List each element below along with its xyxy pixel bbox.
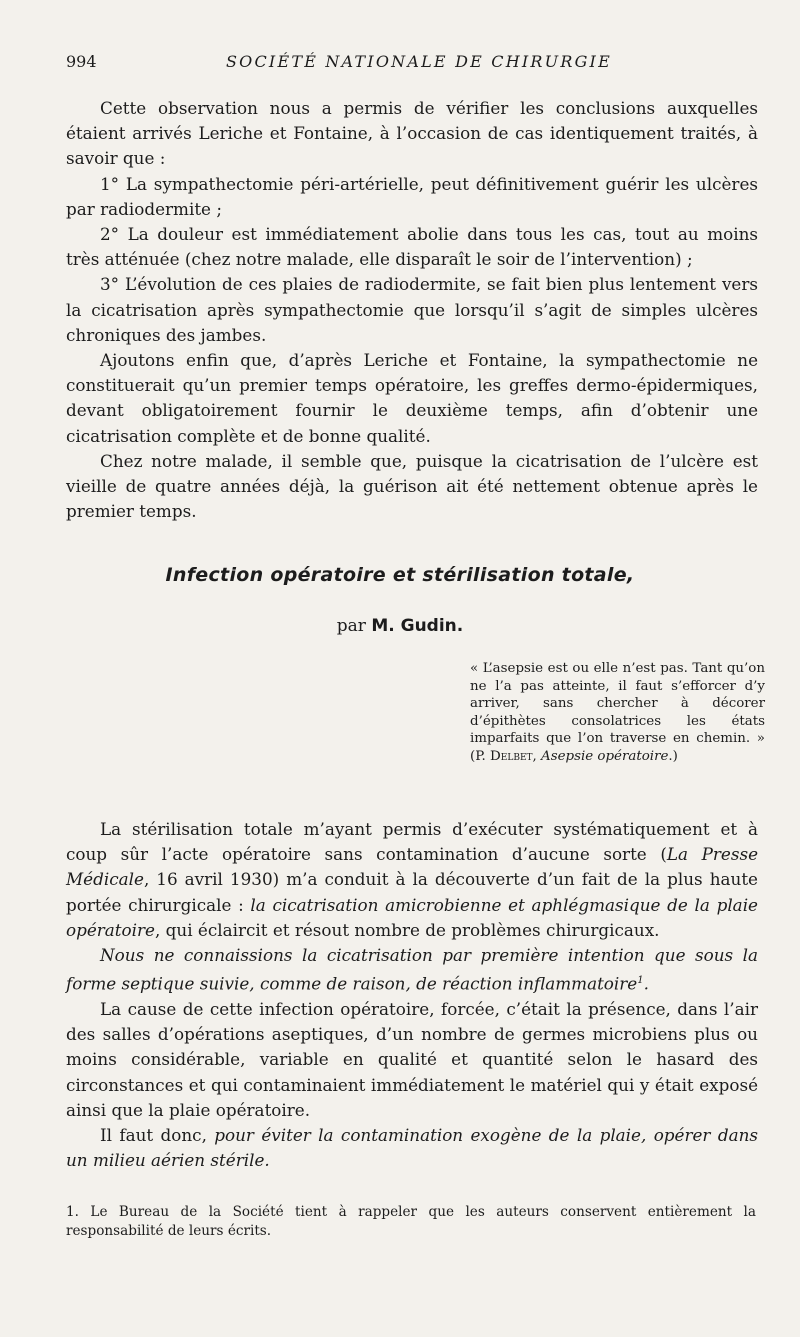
epigraph-source-author: P. Delbet [475, 748, 533, 764]
paragraph [66, 1123, 758, 1173]
text-run: Nous ne connaissions la cicatrisation par première intention que sous la forme septique suivie, comme de raison, de réaction inflammatoire [66, 945, 758, 994]
epigraph-quote: « L’asepsie est ou elle n’est pas. Tant qu’on ne l’a pas atteinte, il faut s’efforcer d’y arriver, sans chercher à décorer d’épithètes consolatrices les états imparfaits que l’on traverse en chemin. » [470, 661, 765, 747]
paragraph: 1° La sympathectomie péri-artérielle, peut définitivement guérir les ulcères par radiodermite ; [66, 173, 758, 219]
paragraph: 2° La douleur est immédiatement abolie dans tous les cas, tout au moins très atténuée (chez notre malade, elle disparaît le soir de l’intervention) ; [66, 224, 758, 270]
paragraph [66, 817, 758, 943]
text-run: Il faut donc, [100, 1125, 215, 1146]
footnote: 1. Le Bureau de la Société tient à rappeler que les auteurs conservent entièrement la responsabilité de leurs écrits. [66, 1204, 756, 1239]
running-title: SOCIÉTÉ NATIONALE DE CHIRURGIE [226, 52, 612, 71]
epigraph-source-work: Asepsie opératoire [541, 748, 669, 764]
paragraph: La cause de cette infection opératoire, forcée, c’était la présence, dans l’air des salles d’opérations aseptiques, d’un nombre de germes microbiens plus ou moins considérable, variable en qualité et quantité selon le hasard des circonstances et qui contaminaient immédiatement le matériel qui y était exposé ainsi que la plaie opératoire. [66, 999, 758, 1120]
author-name: M. Gudin. [371, 616, 464, 636]
paragraph [66, 943, 758, 997]
emphasis: la cicatrisation amicrobienne et aphlégmasique de la plaie opératoire [66, 894, 758, 940]
journal-title: La Presse Médicale [66, 844, 759, 890]
paragraph: Ajoutons enfin que, d’après Leriche et Fontaine, la sympathectomie ne constituerait qu’un premier temps opératoire, les greffes dermo-épidermiques, devant obligatoirement fournir le deuxième temps, afin d’obtenir une cicatrisation complète et de bonne qualité. [66, 350, 758, 446]
epigraph-source-open: ( [470, 748, 476, 764]
epigraph [470, 660, 765, 766]
text-run: , qui éclaircit et résout nombre de problèmes chirurgicaux. [154, 919, 660, 940]
section-title: Infection opératoire et stérilisation totale, [165, 564, 635, 586]
epigraph-source-close: .) [668, 748, 678, 764]
emphasis: pour éviter la contamination exogène de la plaie, opérer dans un milieu aérien stérile. [66, 1125, 758, 1171]
paragraph: Chez notre malade, il semble que, puisque la cicatrisation de l’ulcère est vieille de quatre années déjà, la guérison ait été nettement obtenue après le premier temps. [66, 450, 758, 522]
author-line [0, 616, 800, 636]
epigraph-source-sep: , [532, 748, 542, 764]
text-run: La stérilisation totale m’ayant permis d’exécuter systématiquement et à coup sûr l’acte opératoire sans contamination d’aucune sorte ( [66, 819, 758, 865]
author-prefix: par [336, 616, 366, 636]
page-number: 994 [66, 52, 97, 71]
footnote-ref[interactable]: 1 [637, 975, 644, 987]
text-run: , 16 avril 1930) m’a conduit à la découverte d’un fait de la plus haute portée chirurgicale : [66, 869, 758, 915]
paragraph: Cette observation nous a permis de vérifier les conclusions auxquelles étaient arrivés Leriche et Fontaine, à l’occasion de cas identiquement traités, à savoir que : [66, 98, 758, 169]
running-header [66, 52, 756, 76]
intro-text [66, 96, 758, 524]
text-run: . [643, 973, 649, 994]
main-text [66, 817, 758, 1173]
paragraph: 3° L’évolution de ces plaies de radiodermite, se fait bien plus lentement vers la cicatrisation après sympathectomie que lorsqu’il s’agit de simples ulcères chroniques des jambes. [66, 274, 758, 345]
